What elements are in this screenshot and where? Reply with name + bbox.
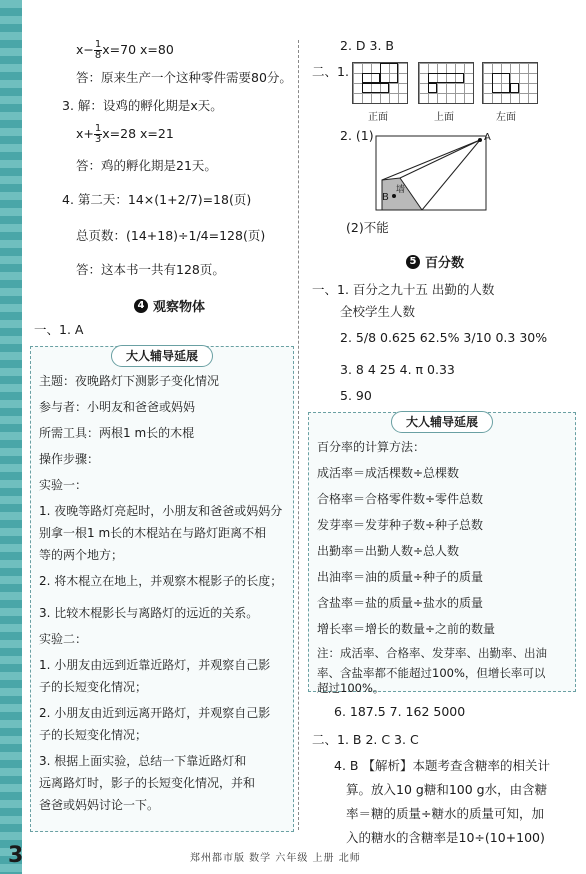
section-5-part2: 二、1. B 2. C 3. C <box>312 732 419 747</box>
right-tip-line: 百分率的计算方法： <box>317 440 426 454</box>
left-tip-line: 实验一： <box>39 478 88 492</box>
top-view-grid <box>418 62 474 104</box>
section-5-q1: 一、1. 百分之九十五 出勤的人数 <box>312 282 495 297</box>
equation-line-1 <box>76 40 174 61</box>
section-4-q1: 一、1. A <box>34 322 84 337</box>
right-tip-line: 率、含盐率都不能超过100%，但增长率可以 <box>317 666 546 680</box>
grid-block <box>492 73 510 93</box>
grid-block <box>362 83 389 93</box>
left-tip-line: 别拿一根1 m长的木棍站在与路灯距离不相 <box>39 526 267 540</box>
left-tip-line: 主题：夜晚路灯下测影子变化情况 <box>39 374 220 388</box>
footer-text: 郑州都市版 数学 六年级 上册 北师 <box>190 853 361 864</box>
left-tip-line: 所需工具：两根1 m长的木棍 <box>39 426 195 440</box>
left-tip-line: 爸爸或妈妈讨论一下。 <box>39 798 160 812</box>
left-tip-line: 2. 小朋友由近到远离开路灯，并观察自己影 <box>39 706 271 720</box>
right-tip-line: 出油率＝油的质量÷种子的质量 <box>317 570 484 584</box>
light-ray-3 <box>400 140 480 178</box>
column-divider <box>298 40 299 830</box>
eq2-frac-den: 3 <box>94 134 102 145</box>
left-edge-strip <box>0 0 22 874</box>
right-tip-line: 出勤率＝出勤人数÷总人数 <box>317 544 460 558</box>
section-4-number: 4 <box>134 299 148 313</box>
question-4-line: 4. 第二天：14×(1+2/7)=18(页) <box>62 192 252 207</box>
left-tip-line: 操作步骤： <box>39 452 100 466</box>
page-number: 3 <box>8 843 24 868</box>
left-tip-line: 1. 夜晚等路灯亮起时，小朋友和爸爸或妈妈分 <box>39 504 283 518</box>
grid-block <box>428 73 464 83</box>
grid-block <box>362 73 380 83</box>
eq2-frac-num: 1 <box>94 123 102 134</box>
right-tip-line: 超过100%。 <box>317 681 385 695</box>
left-view-grid <box>482 62 538 104</box>
answer-line-2: 答：鸡的孵化期是21天。 <box>76 158 217 173</box>
answer-line-1: 答：原来生产一个这种零件需要80分。 <box>76 70 292 85</box>
left-tip-line: 3. 比较木棍影长与离路灯的远近的关系。 <box>39 606 259 620</box>
section-5-q5: 5. 90 <box>340 388 372 403</box>
eq1-rest: x=70 x=80 <box>102 42 174 57</box>
front-view-grid <box>352 62 408 104</box>
grid-block <box>428 83 437 93</box>
eq1-part: x− <box>76 42 94 57</box>
light-ray-2 <box>422 140 480 210</box>
section-5-q4: 4. B 【解析】本题考查含糖率的相关计 <box>334 758 550 773</box>
right-tips-box <box>308 412 576 695</box>
left-tip-line: 远离路灯时，影子的长短变化情况，并和 <box>39 776 256 790</box>
analysis-line-1: 算。放入10 g糖和100 g水，由含糖 <box>346 782 548 797</box>
section-5-q6-7: 6. 187.5 7. 162 5000 <box>334 704 466 719</box>
section-5-heading <box>406 252 464 271</box>
eq1-fraction <box>94 40 102 61</box>
point-a <box>478 138 482 142</box>
right-tip-line: 含盐率＝盐的质量÷盐水的质量 <box>317 596 484 610</box>
left-tip-line: 子的长短变化情况； <box>39 728 148 742</box>
total-pages-line: 总页数：(14+18)÷1/4=128(页) <box>76 228 266 243</box>
left-tips-title: 大人辅导延展 <box>111 345 213 367</box>
right-tips-title: 大人辅导延展 <box>391 411 493 433</box>
right-part2-q1: 二、1. <box>312 64 349 79</box>
eq1-frac-den: 8 <box>94 50 102 61</box>
equation-line-2 <box>76 124 174 145</box>
eq1-frac-num: 1 <box>94 39 102 50</box>
light-shadow-diagram <box>374 130 494 214</box>
front-view-caption: 正面 <box>368 112 388 123</box>
right-tip-line: 合格率＝合格零件数÷零件总数 <box>317 492 484 506</box>
left-tip-line: 子的长短变化情况； <box>39 680 148 694</box>
label-b: B <box>382 192 389 203</box>
label-a: A <box>484 132 491 143</box>
light-ray-1 <box>382 140 480 180</box>
left-tip-line: 实验二： <box>39 632 88 646</box>
eq2-rest: x=28 x=21 <box>102 126 174 141</box>
right-q2-2: (2)不能 <box>346 220 389 235</box>
top-view-caption: 上面 <box>434 112 454 123</box>
left-tip-line: 等的两个地方； <box>39 548 124 562</box>
left-tip-line: 2. 将木棍立在地上，并观察木棍影子的长度； <box>39 574 283 588</box>
left-tip-line: 1. 小朋友由远到近靠近路灯，并观察自己影 <box>39 658 271 672</box>
grid-block <box>510 83 519 93</box>
label-wall: 墙 <box>396 185 406 195</box>
right-tip-line: 发芽率＝发芽种子数÷种子总数 <box>317 518 484 532</box>
analysis-line-2: 率＝糖的质量÷糖水的质量可知，加 <box>346 806 544 821</box>
left-tip-line: 3. 根据上面实验，总结一下靠近路灯和 <box>39 754 247 768</box>
section-5-title: 百分数 <box>425 256 465 271</box>
page-footer <box>0 842 586 868</box>
right-tip-line: 增长率＝增长的数量÷之前的数量 <box>317 622 496 636</box>
right-tip-line: 注：成活率、合格率、发芽率、出勤率、出油 <box>317 646 547 660</box>
right-tip-line: 成活率＝成活棵数÷总棵数 <box>317 466 460 480</box>
section-5-q2: 2. 5/8 0.625 62.5% 3/10 0.3 30% <box>340 330 548 345</box>
section-5-q3-4: 3. 8 4 25 4. π 0.33 <box>340 362 455 377</box>
analysis-line-3: 入的糖水的含糖率是10÷(10+100) <box>346 830 545 845</box>
eq2-part: x+ <box>76 126 94 141</box>
right-q2-1: 2. (1) <box>340 128 374 143</box>
answer-line-3: 答：这本书一共有128页。 <box>76 262 225 277</box>
left-view-caption: 左面 <box>496 112 516 123</box>
grid-block <box>380 63 398 83</box>
left-tips-box <box>30 346 294 832</box>
right-q2-3: 2. D 3. B <box>340 38 394 53</box>
eq2-fraction <box>94 124 102 145</box>
left-tip-line: 参与者：小明友和爸爸或妈妈 <box>39 400 196 414</box>
section-5-q1-cont: 全校学生人数 <box>340 304 416 319</box>
section-5-number: 5 <box>406 255 420 269</box>
question-3-line: 3. 解：设鸡的孵化期是x天。 <box>62 98 223 113</box>
section-4-heading <box>134 296 205 315</box>
section-4-title: 观察物体 <box>153 300 206 315</box>
